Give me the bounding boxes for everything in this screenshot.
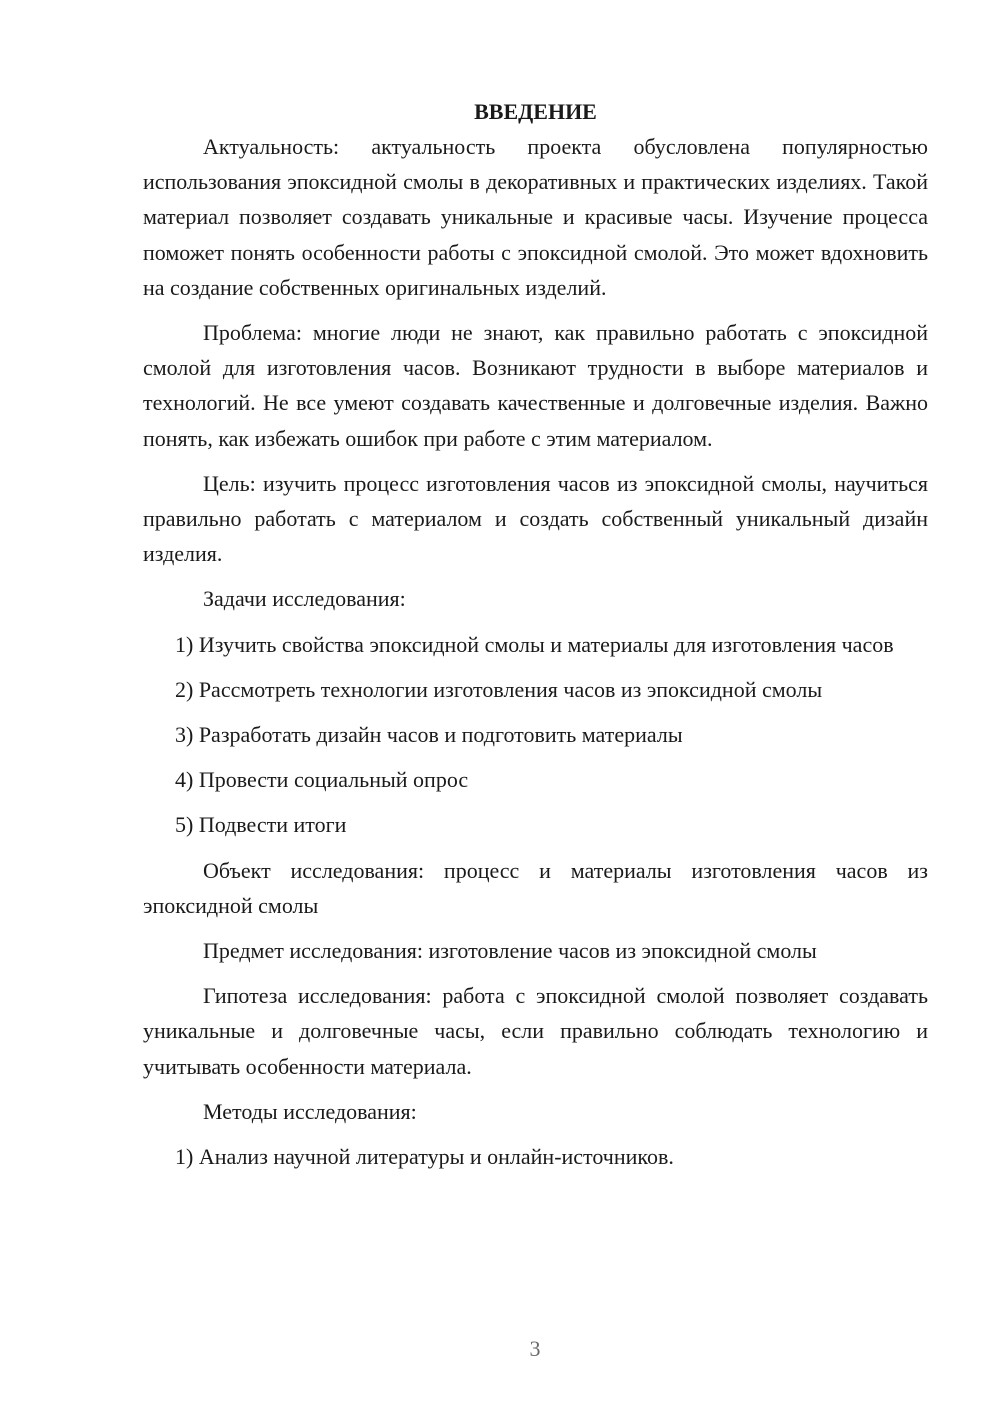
tasks-heading: Задачи исследования:: [203, 586, 406, 612]
method-item-1: 1) Анализ научной литературы и онлайн-источников.: [175, 1144, 674, 1170]
task-item-3: 3) Разработать дизайн часов и подготовить материалы: [175, 722, 683, 748]
task-item-5: 5) Подвести итоги: [175, 812, 347, 838]
relevance-paragraph: Актуальность: актуальность проекта обусловлена популярностью использования эпоксидной смолы в декоративных и практических изделиях. Такой материал позволяет создавать уникальные и красивые часы. Изучение процесса поможет понять особенности работы с эпоксидной смолой. Это может вдохновить на создание собственных оригинальных изделий.: [143, 134, 928, 300]
task-item-2: 2) Рассмотреть технологии изготовления часов из эпоксидной смолы: [175, 676, 823, 702]
problem-paragraph: Проблема: многие люди не знают, как правильно работать с эпоксидной смолой для изготовления часов. Возникают трудности в выборе материалов и технологий. Не все умеют создавать качественные и долговечные изделия. Важно понять, как избежать ошибок при работе с этим материалом.: [143, 320, 928, 451]
section-title: ВВЕДЕНИЕ: [474, 99, 597, 124]
task-item-4: 4) Провести социальный опрос: [175, 767, 469, 793]
page-content: [143, 94, 928, 1184]
subject-paragraph: Предмет исследования: изготовление часов из эпоксидной смолы: [203, 938, 817, 964]
object-paragraph: Объект исследования: процесс и материалы изготовления часов из эпоксидной смолы: [143, 857, 928, 918]
goal-paragraph: Цель: изучить процесс изготовления часов из эпоксидной смолы, научиться правильно работать с материалом и создать собственный уникальный дизайн изделия.: [143, 470, 928, 567]
page-number: 3: [529, 1336, 541, 1361]
task-item-1: 1) Изучить свойства эпоксидной смолы и материалы для изготовления часов: [175, 631, 894, 657]
hypothesis-paragraph: Гипотеза исследования: работа с эпоксидной смолой позволяет создавать уникальные и долговечные часы, если правильно соблюдать технологию и учитывать особенности материала.: [143, 983, 928, 1079]
methods-heading: Методы исследования:: [203, 1098, 417, 1124]
